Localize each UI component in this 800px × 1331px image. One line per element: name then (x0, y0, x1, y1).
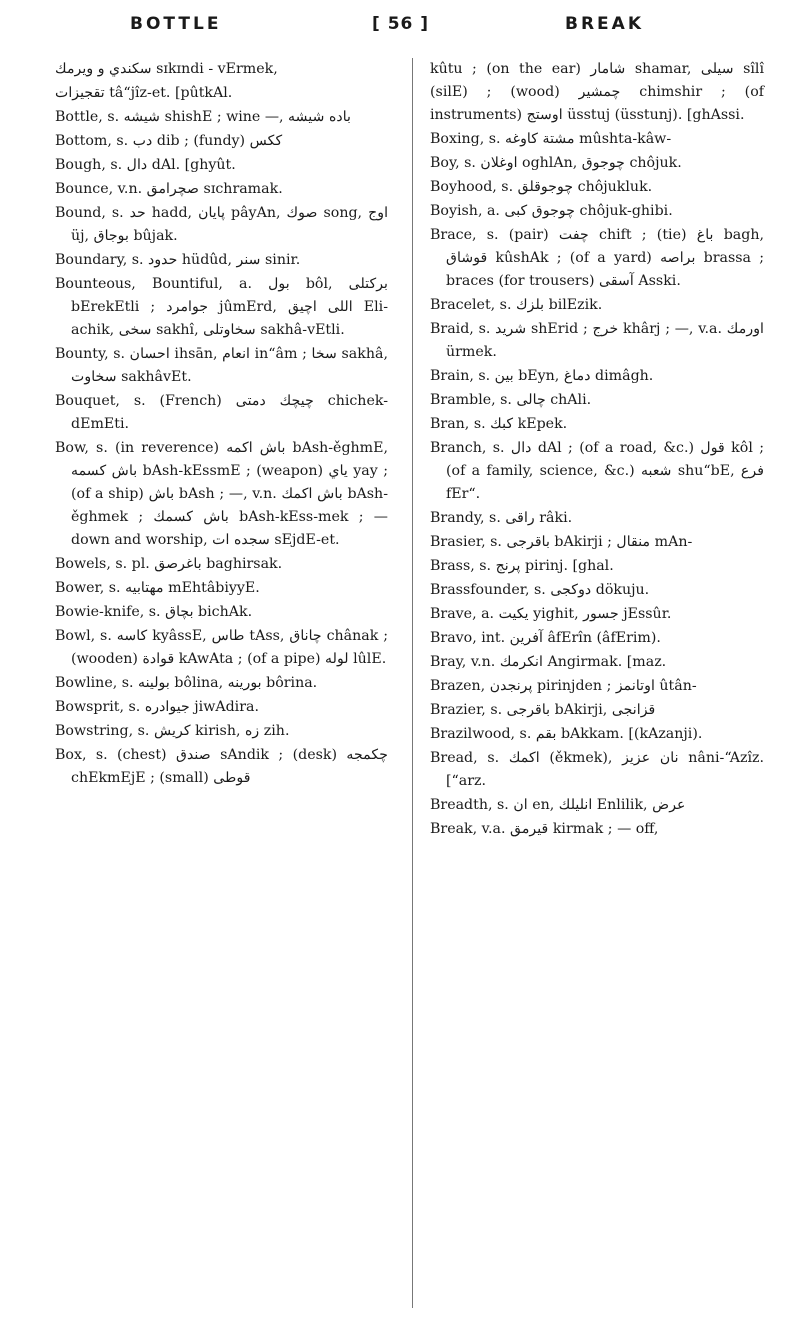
dictionary-entry: Branch, s. دال dAl ; (of a road, &c.) قول kôl ; (of a family, science, &c.) شعبه shu“bE, فرع fEr“. (430, 440, 764, 502)
dictionary-entry: Boy, s. اوغلان oghlAn, چوجوق chôjuk. (430, 155, 682, 171)
dictionary-entry: Bowstring, s. كريش kirish, زه zih. (55, 723, 290, 739)
dictionary-entry: Brassfounder, s. دوكجی dökuju. (430, 582, 650, 598)
right-column (430, 58, 764, 842)
page-number: [ 56 ] (372, 14, 430, 34)
dictionary-entry: Brass, s. پرنج pirinj. [ghal. (430, 558, 614, 574)
dictionary-entry: Bowl, s. كاسه kyâssE, طاس tAss, چاناق chânak ; (wooden) قوادة kAwAta ; (of a pipe) لوله lûlE. (55, 628, 388, 667)
dictionary-entry: Brazilwood, s. بقم bAkkam. [(kAzanji). (430, 726, 703, 742)
dictionary-entry: تقجيزات tâ“jîz-et. [pûtkAl. (55, 85, 233, 101)
dictionary-entry: سكندي و ويرمك sɪkɪndi - vErmek, (55, 61, 278, 77)
dictionary-entry: Bottle, s. شيشه shishE ; wine —, باده شيشه (55, 109, 352, 125)
dictionary-entry: Break, v.a. قيرمق kirmak ; — off, (430, 821, 659, 837)
dictionary-entry: Breadth, s. ان en, انلیلك Enlilik, عرض (430, 797, 686, 813)
header-first-word: BOTTLE (130, 14, 222, 34)
dictionary-entry: Brace, s. (pair) چفت chift ; (tie) باغ bagh, قوشاق kûshAk ; (of a yard) براصه brassa ; braces (for trousers) آسقی Asski. (430, 227, 764, 289)
dictionary-entry: Brazier, s. باقرجی bAkirji, قزانجی (430, 702, 656, 718)
dictionary-entry: Bottom, s. دب dib ; (fundy) ككس (55, 133, 283, 149)
dictionary-entry: Boyhood, s. چوجوقلق chôjukluk. (430, 179, 653, 195)
dictionary-entry: Brandy, s. راقی râki. (430, 510, 573, 526)
header-last-word: BREAK (565, 14, 644, 34)
dictionary-entry: Bouquet, s. (French) چيچك دمتی chichek-dEmEti. (55, 393, 388, 432)
dictionary-entry: Bowline, s. بولينه bôlina, بورينه bôrina. (55, 675, 318, 691)
dictionary-entry: Bowie-knife, s. بچاق bichAk. (55, 604, 253, 620)
dictionary-entry: Brain, s. بين bEyn, دماغ dimâgh. (430, 368, 654, 384)
dictionary-entry: Bramble, s. چالی chAli. (430, 392, 592, 408)
dictionary-entry: Braid, s. شريد shErid ; خرج khârj ; —, v.a. اورمك ürmek. (430, 321, 764, 360)
dictionary-entry: Bread, s. اكمك (ěkmek), نان عزيز nâni-“Azîz. [“arz. (430, 750, 764, 789)
dictionary-entry: Boundary, s. حدود hüdûd, سنر sinir. (55, 252, 301, 268)
dictionary-entry: kûtu ; (on the ear) شامار shamar, سيلی sîlî (silE) ; (wood) چمشير chimshir ; (of instruments) اوستج üsstuj (üsstunj). [ghAssi. (430, 61, 764, 123)
dictionary-entry: Brave, a. يكيت yighit, جسور jEssûr. (430, 606, 672, 622)
left-column (55, 58, 388, 791)
dictionary-entry: Bounty, s. احسان ihsān, انعام in“âm ; سخا sakhâ, سخاوت sakhâvEt. (55, 346, 388, 385)
dictionary-entry: Box, s. (chest) صندق sAndik ; (desk) چكمجه chEkmEjE ; (small) قوطی (55, 747, 388, 786)
running-header (0, 14, 800, 54)
dictionary-entry: Bran, s. كبك kEpek. (430, 416, 568, 432)
dictionary-entry: Boyish, a. چوجوق كبی chôjuk-ghibi. (430, 203, 673, 219)
dictionary-entry: Bravo, int. آفرين âfErîn (âfErim). (430, 630, 661, 646)
dictionary-entry: Bowels, s. pl. باغرصق baghirsak. (55, 556, 283, 572)
dictionary-entry: Brasier, s. باقرجی bAkirji ; منقال mAn- (430, 534, 693, 550)
dictionary-entry: Bray, v.n. انكرمك Angirmak. [maz. (430, 654, 667, 670)
dictionary-entry: Brazen, پرنجدن pirinjden ; اوتانمز ûtân- (430, 678, 697, 694)
dictionary-entry: Bough, s. دال dAl. [ghyût. (55, 157, 236, 173)
dictionary-entry: Bowsprit, s. جيوادره jiwAdira. (55, 699, 259, 715)
dictionary-entry: Bow, s. (in reverence) باش اكمه bAsh-ěghmE, باش كسمه bAsh-kEssmE ; (weapon) ياي yay ; (of a ship) باش bAsh ; —, v.n. باش اكمك bAsh-ěghmek ; باش كسمك bAsh-kEss-mek ; — down and worship, سجده ات sEjdE-et. (55, 440, 388, 548)
column-divider (412, 58, 413, 1308)
dictionary-entry: Bracelet, s. بلزك bilEzik. (430, 297, 603, 313)
dictionary-entry: Boxing, s. مشتة كاوغه mûshta-kâw- (430, 131, 672, 147)
dictionary-entry: Bound, s. حد hadd, پايان pâyAn, صوك song, اوج üj, بوجاق bûjak. (55, 205, 389, 244)
dictionary-entry: Bounce, v.n. صچرامق sɪchramak. (55, 181, 283, 197)
dictionary-entry: Bounteous, Bountiful, a. بول bôl, بركتلی bErekEtli ; جوامرد jûmErd, اللی اچيق Eli-achik, سخی sakhî, سخاوتلی sakhâ-vEtli. (55, 276, 388, 338)
dictionary-entry: Bower, s. مهتابيه mEhtâbiyyE. (55, 580, 260, 596)
